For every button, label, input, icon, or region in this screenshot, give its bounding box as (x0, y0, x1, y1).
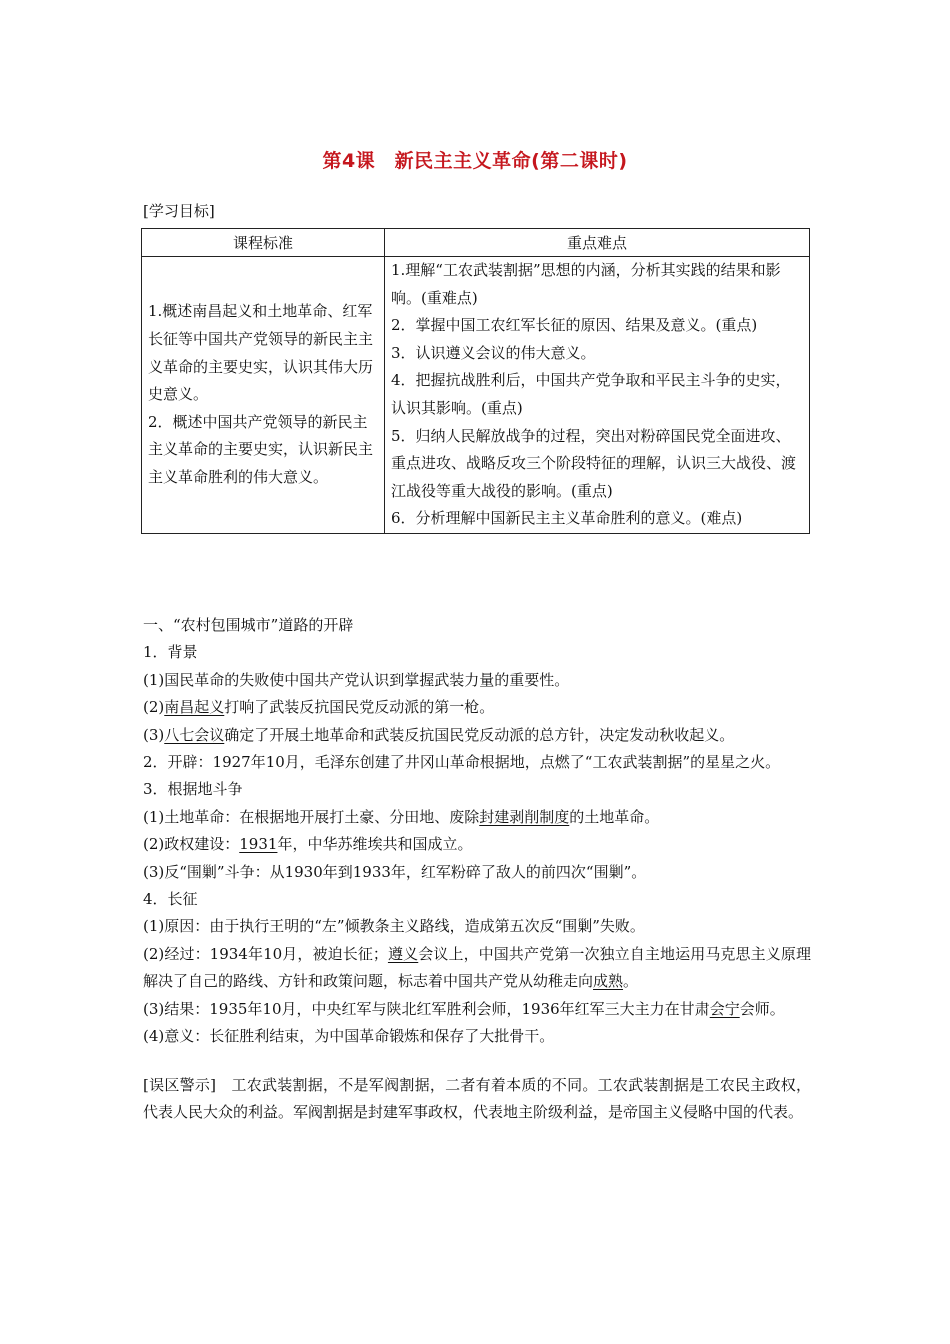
underlined-term: 南昌起义 (164, 698, 225, 717)
item-text: 的土地革命。 (569, 807, 660, 826)
item-text: 会师。 (739, 999, 785, 1018)
item-text: 打响了武装反抗国民党反动派的第一枪。 (224, 698, 495, 717)
main-content (143, 612, 811, 1126)
header-standards: 课程标准 (142, 229, 385, 257)
underlined-term: 封建剥削制度 (479, 807, 570, 826)
item-text: 会议上，中国共产党第一次独立自主地运用马克思主义原理解决了自己的路线、方针和政策问题，标志着中国共产党从幼稚走向 (143, 944, 811, 991)
key-point-item: 6．分析理解中国新民主主义革命胜利的意义。(难点) (391, 509, 743, 528)
item-text: (2)经过：1934年10月，被迫长征； (143, 944, 388, 963)
march-item-3 (143, 996, 811, 1023)
march-item-1: (1)原因：由于执行王明的“左”倾教条主义路线，造成第五次反“围剿”失败。 (143, 917, 645, 936)
underlined-term: 遵义 (387, 944, 419, 963)
key-point-item: 2．掌握中国工农红军长征的原因、结果及意义。(重点) (391, 316, 758, 335)
page-title: 第4课 新民主主义革命(第二课时) (322, 150, 628, 172)
background-item-1: (1)国民革命的失败使中国共产党认识到掌握武装力量的重要性。 (143, 670, 570, 689)
key-point-item: 1.理解“工农武装割据”思想的内涵，分析其实践的结果和影响。(重难点) (391, 261, 781, 307)
standard-item: 1.概述南昌起义和土地革命、红军长征等中国共产党领导的新民主主义革命的主要史实，认识其伟大历史意义。 (148, 302, 374, 404)
table-header-row (142, 229, 810, 257)
item-prefix: (3) (143, 725, 165, 744)
underlined-term: 会宁 (709, 999, 740, 1018)
march-item-4: (4)意义：长征胜利结束，为中国革命锻炼和保存了大批骨干。 (143, 1027, 555, 1046)
subheading-long-march: 4．长征 (143, 890, 198, 909)
misconception-warning: [误区警示] 工农武装割据，不是军阀割据，二者有着本质的不同。工农武装割据是工农民主政权，代表人民大众的利益。军阀割据是封建军事政权，代表地主阶级利益，是帝国主义侵略中国的代表。 (143, 1075, 811, 1121)
item-text: 。 (623, 972, 639, 991)
header-key-points: 重点难点 (385, 229, 810, 257)
background-item-2 (143, 694, 811, 721)
item-text: (3)结果：1935年10月，中央红军与陕北红军胜利会师，1936年红军三大主力在甘肃 (143, 999, 710, 1018)
key-point-item: 5．归纳人民解放战争的过程，突出对粉碎国民党全面进攻、重点进攻、战略反攻三个阶段特征的理解，认识三大战役、渡江战役等重大战役的影响。(重点) (391, 426, 797, 500)
item-prefix: (2) (143, 698, 165, 717)
key-points-cell (385, 257, 810, 534)
learning-goals-table (141, 228, 810, 534)
subheading-base-struggle: 3．根据地斗争 (143, 780, 243, 799)
item-text: (1)土地革命：在根据地开展打土豪、分田地、废除 (143, 807, 480, 826)
standard-item: 2．概述中国共产党领导的新民主主义革命的主要史实，认识新民主主义革命胜利的伟大意义。 (148, 412, 374, 486)
underlined-term: 1931 (239, 835, 278, 854)
background-item-3 (143, 722, 811, 749)
key-point-item: 3．认识遵义会议的伟大意义。 (391, 343, 596, 362)
underlined-term: 八七会议 (164, 725, 225, 744)
underlined-term: 成熟 (593, 972, 624, 991)
base-item-3: (3)反“围剿”斗争：从1930年到1933年，红军粉碎了敌人的前四次“围剿”。 (143, 862, 647, 881)
standards-cell (142, 257, 385, 534)
march-item-2 (143, 941, 811, 996)
key-point-item: 4．把握抗战胜利后，中国共产党争取和平民主斗争的史实，认识其影响。(重点) (391, 371, 791, 417)
opening-paragraph: 2．开辟：1927年10月，毛泽东创建了井冈山革命根据地，点燃了“工农武装割据”的星星之火。 (143, 753, 781, 772)
base-item-2 (143, 831, 811, 858)
subheading-background: 1．背景 (143, 643, 198, 662)
section-heading: 一、“农村包围城市”道路的开辟 (143, 616, 354, 634)
table-row (142, 257, 810, 534)
goals-label: [学习目标] (143, 202, 215, 220)
base-item-1 (143, 804, 811, 831)
item-text: 确定了开展土地革命和武装反抗国民党反动派的总方针，决定发动秋收起义。 (224, 725, 735, 744)
item-text: 年，中华苏维埃共和国成立。 (277, 835, 473, 854)
item-text: (2)政权建设： (143, 835, 240, 854)
